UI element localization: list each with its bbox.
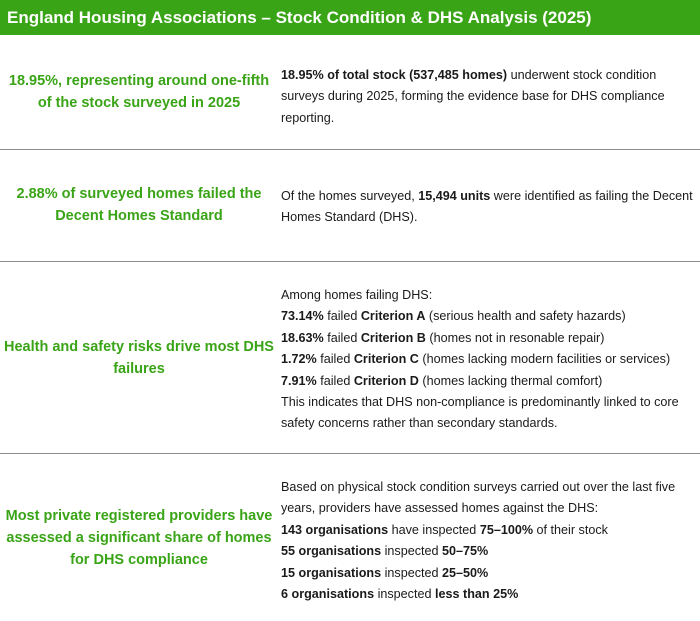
section-1-text: underwent stock condition surveys during 2025, forming the evidence base for DHS compliance reporting. <box>281 68 665 125</box>
organisation-row: 6 organisations inspected less than 25% <box>281 587 519 602</box>
section-2-body <box>281 186 697 229</box>
organisation-row: 15 organisations inspected 25–50% <box>281 565 489 580</box>
section-1-heading: 18.95%, representing around one-fifth of the stock surveyed in 2025 <box>8 73 270 111</box>
divider <box>0 453 700 454</box>
section-2-heading: 2.88% of surveyed homes failed the Decent Homes Standard <box>16 186 262 224</box>
section-1-lead: 18.95% of total stock (537,485 homes) <box>281 68 508 82</box>
organisation-row: 55 organisations inspected 50–75% <box>281 544 489 559</box>
divider <box>0 149 700 150</box>
section-4-body <box>281 477 697 605</box>
section-3-intro: Among homes failing DHS: <box>281 288 433 302</box>
section-3-heading: Health and safety risks drive most DHS failures <box>4 339 274 377</box>
criterion-row: 1.72% failed Criterion C (homes lacking modern facilities or services) <box>281 352 671 367</box>
divider <box>0 261 700 262</box>
criterion-row: 73.14% failed Criterion A (serious health and safety hazards) <box>281 309 626 324</box>
section-2-pre: Of the homes surveyed, <box>281 189 419 203</box>
section-3-outro: This indicates that DHS non-compliance is predominantly linked to core safety concerns rather than secondary standards. <box>281 395 679 431</box>
page-title: England Housing Associations – Stock Condition & DHS Analysis (2025) <box>0 0 700 35</box>
section-4-intro: Based on physical stock condition surveys carried out over the last five years, providers have assessed homes against the DHS: <box>281 480 676 516</box>
section-3-body <box>281 285 697 435</box>
organisation-row: 143 organisations have inspected 75–100% of their stock <box>281 522 608 537</box>
section-2-units: 15,494 units <box>418 189 491 203</box>
section-4-heading: Most private registered providers have assessed a significant share of homes for DHS compliance <box>5 508 273 568</box>
criterion-row: 7.91% failed Criterion D (homes lacking thermal comfort) <box>281 373 603 388</box>
section-2-post: were identified as failing the Decent Homes Standard (DHS). <box>281 189 693 225</box>
criterion-row: 18.63% failed Criterion B (homes not in resonable repair) <box>281 330 605 345</box>
section-1-body <box>281 65 697 129</box>
